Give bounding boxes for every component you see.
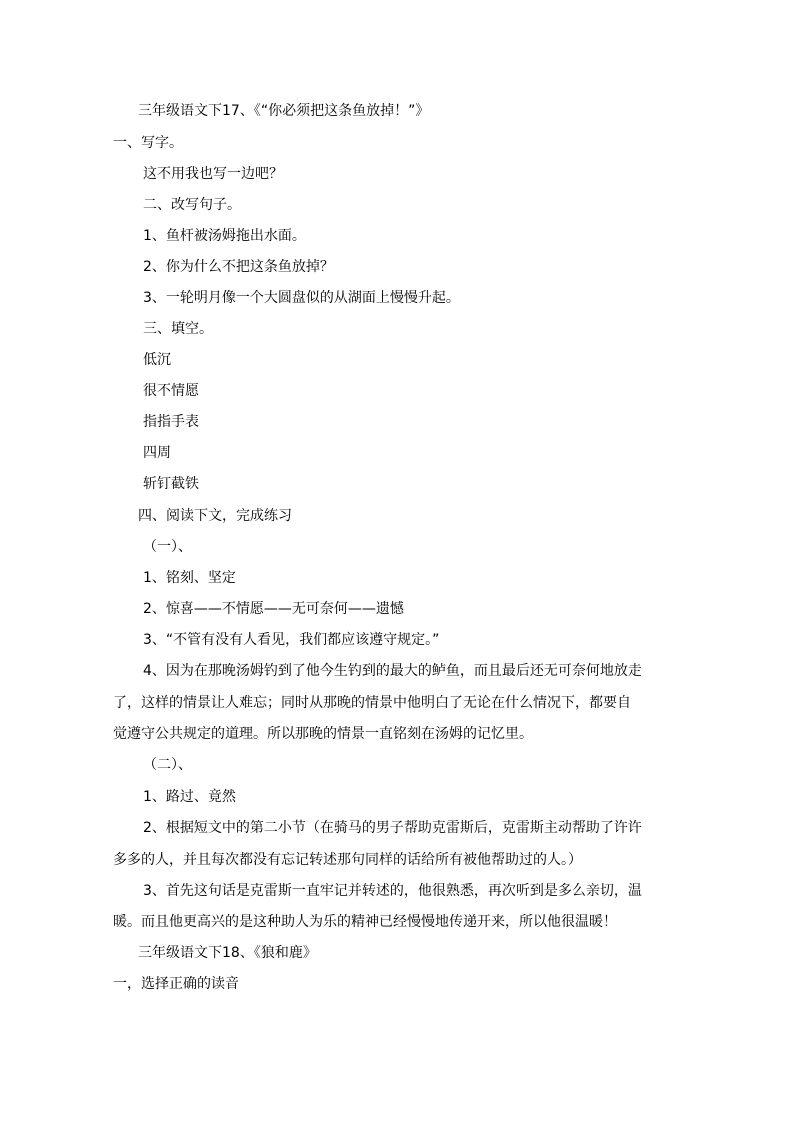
section-heading-rewrite: 二、改写句子。 [143, 197, 241, 213]
rewrite-item-2: 2、你为什么不把这条鱼放掉？ [143, 259, 334, 275]
section-heading-pronunciation: 一，选择正确的读音 [113, 976, 239, 992]
reading-1-answer-3: 3、“不管有没有人看见，我们都应该遵守规定。” [143, 632, 440, 648]
reading-2-answer-1: 1、路过、竟然 [143, 789, 236, 805]
reading-2-answer-3-line-2: 暖。而且他更高兴的是这种助人为乐的精神已经慢慢地传递开来，所以他很温暖！ [113, 914, 617, 930]
reading-1-answer-2: 2、惊喜——不情愿——无可奈何——遗憾 [143, 601, 404, 617]
reading-2-answer-2-line-1: 2、根据短文中的第二小节（在骑马的男子帮助克雷斯后，克雷斯主动帮助了许许 [143, 820, 642, 836]
reading-part-2-heading: （二）、 [143, 757, 192, 773]
reading-part-1-heading: （一）、 [143, 539, 192, 555]
fill-answer-5: 斩钉截铁 [143, 476, 199, 492]
fill-answer-4: 四周 [143, 445, 171, 461]
fill-answer-2: 很不情愿 [143, 383, 199, 399]
fill-answer-3: 指指手表 [143, 414, 199, 430]
reading-1-answer-4-line-1: 4、因为在那晚汤姆钓到了他今生钓到的最大的鲈鱼，而且最后还无可奈何地放走 [143, 663, 642, 679]
lesson-18-title: 三年级语文下18、《狼和鹿》 [138, 945, 317, 961]
reading-1-answer-4-line-2: 了，这样的情景让人难忘；同时从那晚的情景中他明白了无论在什么情况下，都要自 [113, 695, 631, 711]
section-heading-fill: 三、填空。 [143, 321, 213, 337]
writing-note: 这不用我也写一边吧？ [143, 166, 283, 182]
reading-1-answer-4-line-3: 觉遵守公共规定的道理。所以那晚的情景一直铭刻在汤姆的记忆里。 [113, 726, 533, 742]
reading-2-answer-3-line-1: 3、首先这句话是克雷斯一直牢记并转述的，他很熟悉，再次听到是多么亲切，温 [143, 883, 642, 899]
section-heading-writing: 一、写字。 [113, 135, 183, 151]
lesson-17-title: 三年级语文下17、《“你必须把这条鱼放掉！”》 [138, 103, 430, 119]
rewrite-item-3: 3、一轮明月像一个大圆盘似的从湖面上慢慢升起。 [143, 290, 460, 306]
rewrite-item-1: 1、鱼杆被汤姆拖出水面。 [143, 228, 306, 244]
reading-1-answer-1: 1、铭刻、坚定 [143, 570, 236, 586]
fill-answer-1: 低沉 [143, 352, 171, 368]
section-heading-reading: 四、阅读下文，完成练习 [138, 508, 292, 524]
reading-2-answer-2-line-2: 多多的人，并且每次都没有忘记转述那句同样的话给所有被他帮助过的人。） [113, 852, 582, 868]
